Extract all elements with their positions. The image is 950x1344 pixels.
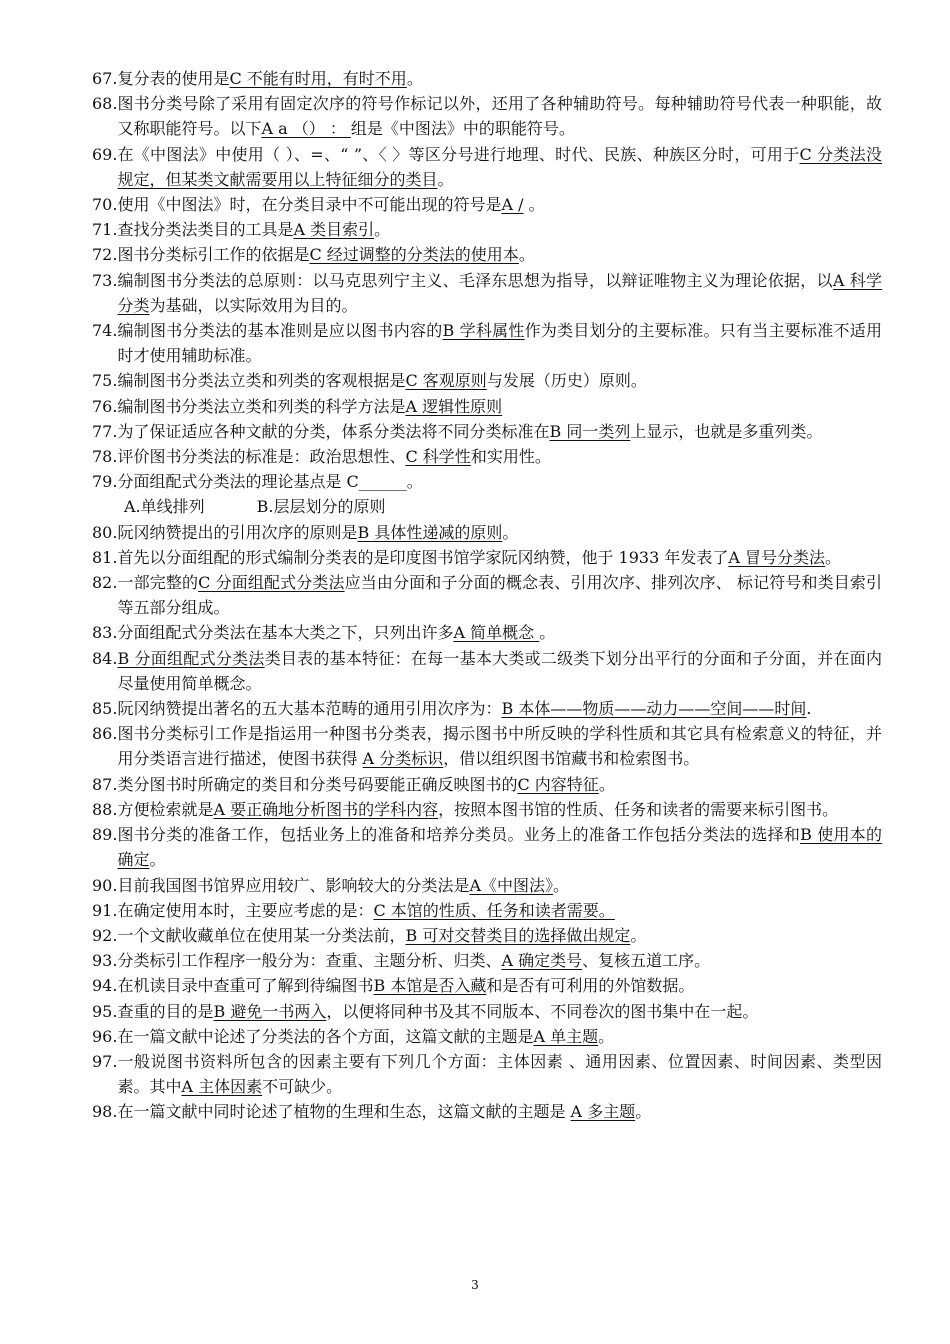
question-item (92, 545, 882, 570)
question-segment: 上显示，也就是多重列类。 (630, 421, 823, 441)
question-text (117, 545, 882, 570)
question-number: 70. (92, 195, 118, 215)
answer-text: A《中图法》 (469, 875, 554, 895)
question-item (92, 1049, 882, 1099)
question-text (117, 570, 882, 620)
question-segment: 图书分类号除了采用有固定次序的符号作标记以外，还用了各种辅助符号。每种辅助符号代表一种职能，故又称职能符号。以下 (117, 94, 882, 139)
page-number: 3 (471, 1278, 479, 1292)
question-segment: 评价图书分类法的标准是：政治思想性、 (117, 447, 406, 467)
answer-text: B 同一类列 (549, 421, 631, 441)
question-item (92, 772, 882, 797)
question-segment: 阮冈纳赞提出的引用次序的原则是 (117, 522, 358, 542)
question-item (92, 620, 882, 645)
answer-text: B 可对交替类目的选择做出规定 (405, 925, 631, 945)
question-segment: 在一篇文献中同时论述了植物的生理和生态，这篇文献的主题是 (117, 1102, 571, 1122)
question-segment: 不可缺少。 (262, 1077, 343, 1097)
question-list (92, 66, 882, 1125)
question-segment: 复分表的使用是 (117, 69, 230, 88)
question-segment: 方便检索就是 (117, 799, 214, 819)
question-item (92, 1099, 882, 1124)
question-text (117, 268, 882, 318)
question-text (117, 469, 882, 494)
question-item (92, 696, 882, 721)
question-segment: ，借以组织图书馆藏书和检索图书。 (443, 749, 700, 769)
question-item (92, 999, 882, 1024)
question-segment: 为基础，以实际效用为目的。 (149, 295, 358, 315)
question-number: 73. (92, 270, 118, 290)
question-number: 68. (92, 94, 118, 114)
question-number: 95. (92, 1001, 118, 1021)
question-segment: 。 (553, 875, 570, 895)
question-segment: 图书分类标引工作是指运用一种图书分类表，揭示图书中所反映的学科性质和其它具有检索意义的特征，并用分类语言进行描述，使图书获得 (117, 724, 882, 769)
answer-text: B 本体——物质——动力——空间——时间 (501, 699, 807, 719)
answer-text: B 使用本的确定 (117, 825, 882, 870)
question-number: 91. (92, 900, 118, 920)
question-segment: 在机读目录中查重可了解到待编图书 (117, 976, 374, 996)
question-segment: 查重的目的是 (117, 1001, 214, 1021)
answer-text: B 学科属性 (442, 321, 525, 341)
question-segment: 分面组配式分类法的理论基点是 C______。 (117, 472, 423, 492)
question-item (92, 646, 882, 696)
question-segment: 作为类目划分的主要标准。只有当主要标准不适用时才使用辅助标准。 (117, 321, 882, 366)
question-item (92, 873, 882, 898)
question-item (92, 444, 882, 469)
question-item (92, 192, 882, 217)
question-text (117, 772, 882, 797)
question-segment: 在一篇文献中论述了分类法的各个方面，这篇文献的主题是 (117, 1026, 534, 1046)
question-item (92, 973, 882, 998)
answer-text: A 类目索引 (293, 220, 375, 240)
question-number: 69. (92, 144, 118, 164)
answer-text: B 避免一书两入 (213, 1001, 327, 1021)
question-segment: 。 (149, 850, 166, 870)
question-text (117, 394, 882, 419)
question-item (92, 721, 882, 771)
question-item (92, 948, 882, 973)
answer-text: C 不能有时用，有时不用 (229, 69, 407, 88)
question-text (117, 419, 882, 444)
answer-text: A 单主题 (533, 1026, 599, 1046)
question-segment: 类分图书时所确定的类目和分类号码要能正确反映图书的 (117, 774, 518, 794)
question-segment: 图书分类标引工作的依据是 (117, 245, 310, 265)
answer-text: B 分面组配式分类法 (117, 648, 265, 668)
question-text (117, 1049, 882, 1099)
question-number: 97. (92, 1051, 118, 1071)
question-number: 78. (92, 447, 118, 467)
question-text (117, 822, 882, 872)
question-text (117, 520, 882, 545)
question-segment: 在《中图法》中使用（ ）、=、“ ”、〈 〉等区分号进行地理、时代、民族、种族区分时，可用于 (117, 144, 800, 164)
question-text (117, 444, 882, 469)
question-number: 80. (92, 522, 118, 542)
question-segment: 分类标引工作程序一般分为：查重、主题分析、归类、 (117, 951, 502, 971)
question-segment: 。 (437, 169, 454, 189)
question-item (92, 217, 882, 242)
answer-text: A / (501, 195, 524, 215)
question-number: 75. (92, 371, 118, 391)
answer-text: C 本馆的性质、任务和读者需要。 (373, 900, 615, 920)
answer-text: C 科学性 (405, 447, 471, 467)
question-item (92, 368, 882, 393)
answer-text: A 冒号分类法 (728, 547, 826, 567)
question-number: 89. (92, 825, 118, 845)
question-number: 76. (92, 396, 118, 416)
question-segment: 阮冈纳赞提出著名的五大基本范畴的通用引用次序为： (117, 699, 502, 719)
question-segment: ，以便将同种书及其不同版本、不同卷次的图书集中在一起。 (326, 1001, 759, 1021)
question-segment: 分面组配式分类法在基本大类之下，只列出许多 (117, 623, 454, 643)
question-segment: 查找分类法类目的工具是 (117, 220, 294, 240)
question-number: 72. (92, 245, 118, 265)
question-segment: 。 (598, 1026, 615, 1046)
question-item (92, 91, 882, 141)
answer-text: A 多主题 (570, 1102, 636, 1122)
question-segment: 编制图书分类法立类和列类的科学方法是 (117, 396, 406, 416)
answer-text: B 本馆是否入藏 (373, 976, 487, 996)
answer-options (92, 494, 882, 519)
answer-option: B.层层划分的原则 (256, 497, 386, 517)
question-text (117, 797, 882, 822)
question-segment: 。 (635, 1102, 652, 1122)
question-number: 82. (92, 573, 118, 593)
question-segment: 在确定使用本时，主要应考虑的是： (117, 900, 374, 920)
question-text (117, 973, 882, 998)
answer-text: C 客观原则 (405, 371, 487, 391)
question-item (92, 898, 882, 923)
question-segment: 和是否有可利用的外馆数据。 (486, 976, 695, 996)
question-segment: 应当由分面和子分面的概念表、引用次序、排列次序、 标记符号和类目索引等五部分组成。 (117, 573, 882, 618)
question-item (92, 1024, 882, 1049)
question-text (117, 1024, 882, 1049)
question-number: 93. (92, 951, 118, 971)
answer-text: C 内容特征 (517, 774, 599, 794)
question-text (117, 217, 882, 242)
question-number: 96. (92, 1026, 118, 1046)
question-text (117, 620, 882, 645)
question-segment: 、复核五道工序。 (582, 951, 711, 971)
question-segment: 类目表的基本特征：在每一基本大类或二级类下划分出平行的分面和子分面，并在面内尽量使用简单概念。 (117, 648, 882, 693)
question-segment: 一般说图书资料所包含的因素主要有下列几个方面：主体因素 、通用因素、位置因素、时间因素、类型因素。其中 (117, 1051, 882, 1097)
question-item (92, 822, 882, 872)
question-segment: 一部完整的 (117, 573, 199, 593)
question-text (117, 1099, 882, 1124)
question-number: 94. (92, 976, 118, 996)
question-segment: ，按照本图书馆的性质、任务和读者的需要来标引图书。 (438, 799, 839, 819)
question-number: 74. (92, 321, 118, 341)
question-item (92, 797, 882, 822)
question-item (92, 469, 882, 494)
answer-text: A 主体因素 (181, 1077, 263, 1097)
question-text (117, 923, 882, 948)
question-item (92, 242, 882, 267)
question-segment: 目前我国图书馆界应用较广、影响较大的分类法是 (117, 875, 470, 895)
question-item (92, 394, 882, 419)
question-segment: 。 (598, 774, 615, 794)
question-segment: 和实用性。 (470, 447, 551, 467)
question-segment: 编制图书分类法立类和列类的客观根据是 (117, 371, 406, 391)
question-number: 83. (92, 623, 118, 643)
question-text (117, 721, 882, 771)
question-segment: 。 (518, 245, 535, 265)
question-number: 88. (92, 799, 118, 819)
question-segment: 为了保证适应各种文献的分类，体系分类法将不同分类标准在 (117, 421, 550, 441)
question-number: 87. (92, 774, 118, 794)
question-text (117, 192, 882, 217)
question-item (92, 923, 882, 948)
question-number: 81. (92, 547, 118, 567)
question-text (117, 91, 882, 141)
question-segment: 组是《中图法》中的职能符号。 (350, 119, 575, 139)
question-text (117, 142, 882, 192)
question-text (117, 318, 882, 368)
question-number: 86. (92, 724, 118, 744)
question-number: 90. (92, 875, 118, 895)
question-segment: 。 (406, 69, 423, 88)
question-text (117, 368, 882, 393)
answer-text: A 简单概念 (453, 623, 540, 643)
question-segment: 。 (825, 547, 842, 567)
question-text (117, 999, 882, 1024)
answer-text: A 确定类号 (501, 951, 583, 971)
answer-text: A 要正确地分析图书的学科内容 (213, 799, 439, 819)
question-text (117, 948, 882, 973)
answer-text: A 科学分类 (117, 270, 882, 315)
answer-text: A 逻辑性原则 (405, 396, 503, 416)
answer-text: C 经过调整的分类法的使用本 (309, 245, 519, 265)
question-segment: 。 (630, 925, 647, 945)
question-number: 79. (92, 472, 118, 492)
question-number: 84. (92, 648, 118, 668)
question-segment: 首先以分面组配的形式编制分类表的是印度图书馆学家阮冈纳赞，他于 1933 年发表了 (117, 547, 729, 567)
answer-text: A 分类标识 (362, 749, 444, 769)
question-segment: 编制图书分类法的基本准则是应以图书内容的 (117, 321, 443, 341)
question-number: 92. (92, 925, 118, 945)
answer-text: C 分面组配式分类法 (198, 573, 345, 593)
question-segment: 。 (374, 220, 391, 240)
question-segment: . (806, 699, 812, 719)
question-text (117, 646, 882, 696)
answer-option: A.单线排列 (124, 497, 205, 517)
answer-text: A a （） ： (261, 119, 351, 139)
question-item (92, 520, 882, 545)
question-text (117, 242, 882, 267)
question-segment: 。 (523, 195, 545, 215)
question-number: 98. (92, 1102, 118, 1122)
question-item (92, 318, 882, 368)
question-item (92, 570, 882, 620)
question-segment: 使用《中图法》时，在分类目录中不可能出现的符号是 (117, 195, 502, 215)
question-item (92, 419, 882, 444)
question-segment: 图书分类的准备工作，包括业务上的准备和培养分类员。业务上的准备工作包括分类法的选择和 (117, 825, 801, 845)
question-segment: 与发展（历史）原则。 (486, 371, 647, 391)
question-segment: 编制图书分类法的总原则：以马克思列宁主义、毛泽东思想为指导，以辩证唯物主义为理论依据，以 (117, 270, 833, 290)
question-text (117, 696, 882, 721)
question-item (92, 268, 882, 318)
question-number: 71. (92, 220, 118, 240)
question-segment: 。 (539, 623, 556, 643)
question-number: 77. (92, 421, 118, 441)
answer-text: C 分类法没规定，但某类文献需要用以上特征细分的类目 (117, 144, 882, 189)
question-item (92, 66, 882, 91)
question-segment: 一个文献收藏单位在使用某一分类法前， (117, 925, 406, 945)
question-number: 85. (92, 699, 118, 719)
question-number: 67. (92, 69, 118, 88)
question-text (117, 66, 882, 91)
question-segment: 。 (502, 522, 519, 542)
question-item (92, 142, 882, 192)
question-text (117, 873, 882, 898)
answer-text: B 具体性递减的原则 (357, 522, 503, 542)
question-text (117, 898, 882, 923)
